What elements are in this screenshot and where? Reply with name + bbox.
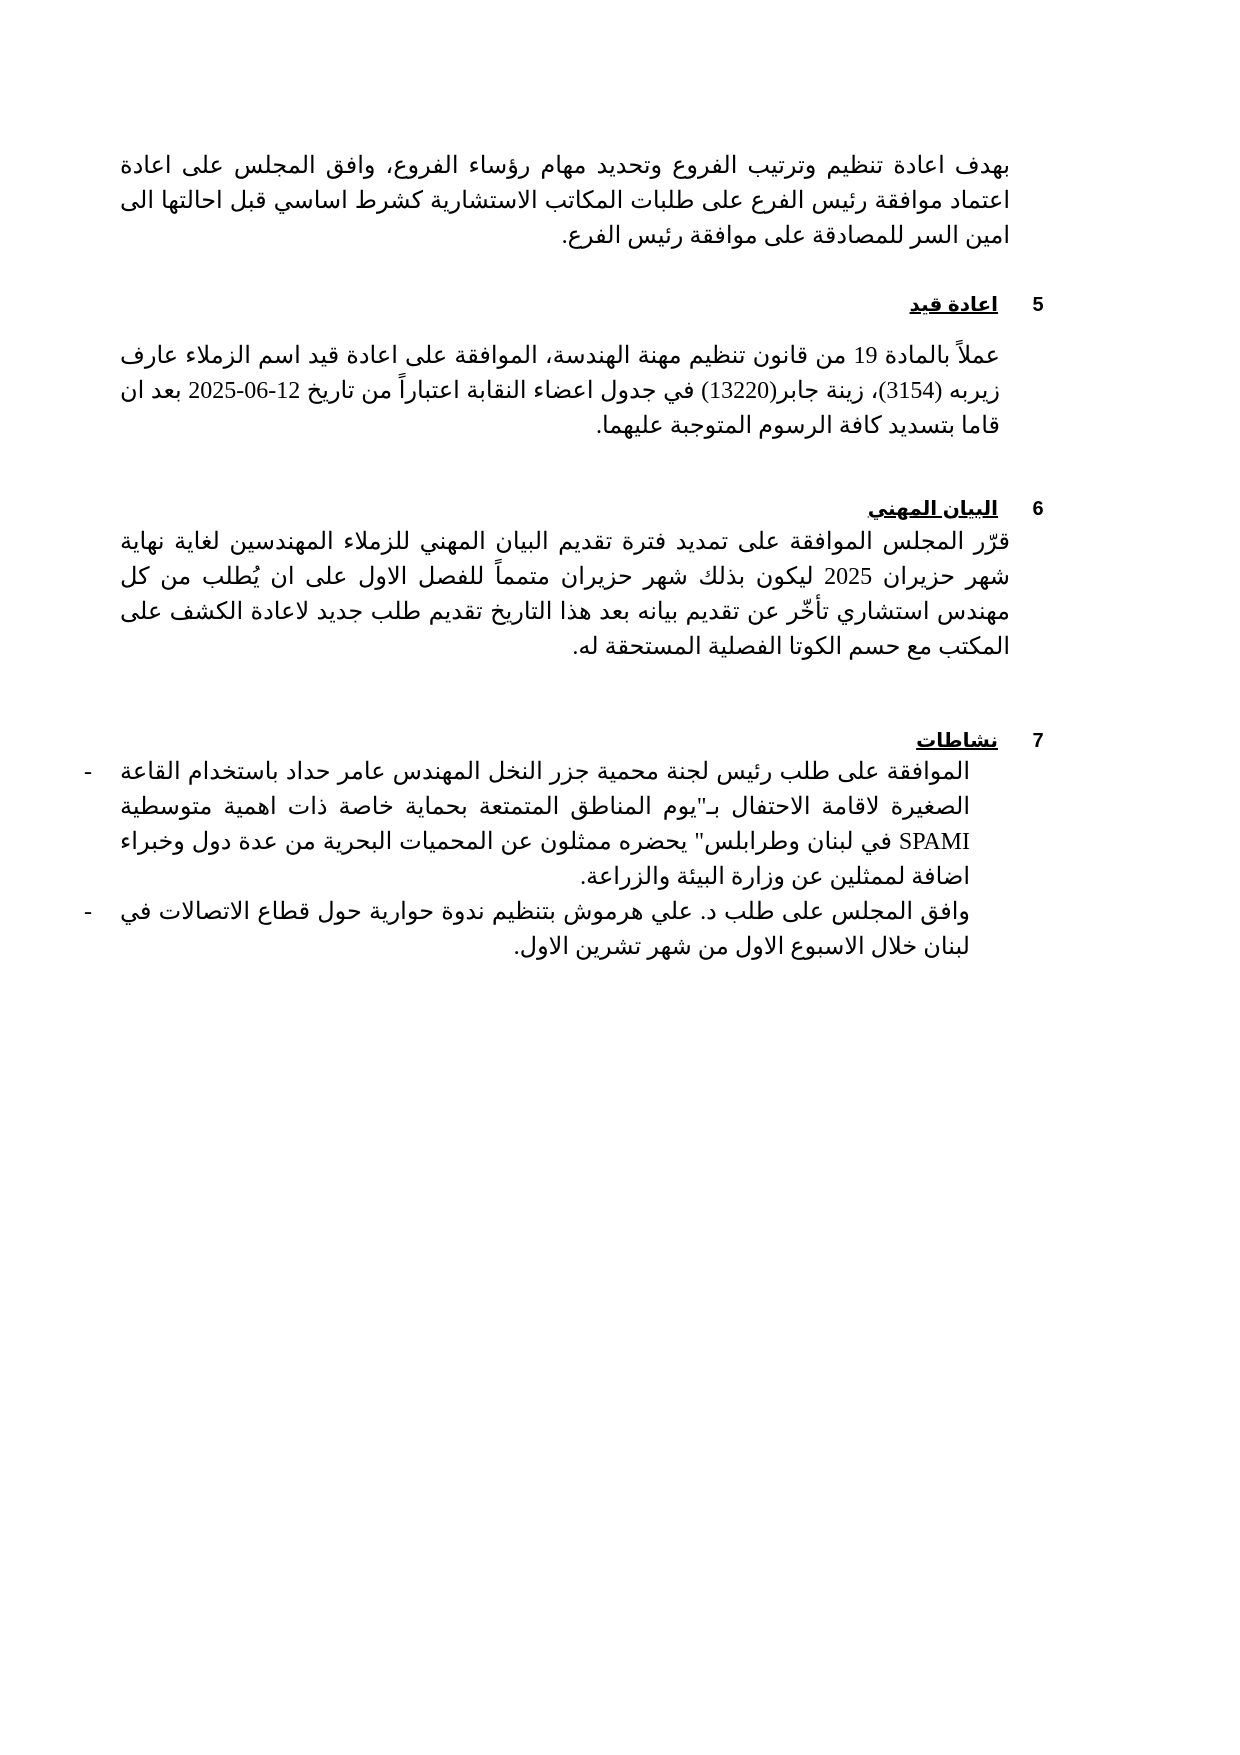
section-number: 6 (1032, 498, 1044, 520)
section-title: نشاطات (916, 730, 998, 752)
section-6-heading (868, 496, 1058, 521)
list-item (84, 755, 1010, 895)
intro-paragraph: بهدف اعادة تنظيم وترتيب الفروع وتحديد مهام رؤساء الفروع، وافق المجلس على اعادة اعتماد موافقة رئيس الفرع على طلبات المكاتب الاستشارية كشرط اساسي قبل احالتها الى امين السر للمصادقة على موافقة رئيس الفرع. (120, 153, 1010, 249)
section-5-heading (910, 292, 1058, 317)
section-title: البيان المهني (867, 498, 998, 520)
bullet-text: وافق المجلس على طلب د. علي هرموش بتنظيم ندوة حوارية حول قطاع الاتصالات في لبنان خلال الاسبوع الاول من شهر تشرين الاول. (120, 899, 970, 960)
bullet-text: الموافقة على طلب رئيس لجنة محمية جزر النخل المهندس عامر حداد باستخدام القاعة الصغيرة لاقامة الاحتفال بـ"يوم المناطق المتمتعة بحماية خاصة ذات اهمية متوسطية SPAMI في لبنان وطرابلس" يحضره ممثلون عن المحميات البحرية من عدة دول وخبراء اضافة لممثلين عن وزارة البيئة والزراعة. (120, 759, 970, 890)
section-5-body: عملاً بالمادة 19 من قانون تنظيم مهنة الهندسة، الموافقة على اعادة قيد اسم الزملاء عارف زيربه (3154)، زينة جابر(13220) في جدول اعضاء النقابة اعتباراً من تاريخ 12-06-2025 بعد ان قاما بتسديد كافة الرسوم المتوجبة عليهما. (120, 343, 1000, 439)
section-7-bullet-list (84, 755, 1010, 965)
section-title: اعادة قيد (909, 294, 998, 316)
section-7-heading (916, 728, 1058, 753)
section-number: 7 (1032, 730, 1044, 752)
bullet-dash: - (84, 899, 92, 925)
section-6-body: قرّر المجلس الموافقة على تمديد فترة تقديم البيان المهني للزملاء المهندسين لغاية نهاية شهر حزيران 2025 ليكون بذلك شهر حزيران متمماً للفصل الاول على ان يُطلب من كل مهندس استشاري تأخّر عن تقديم بيانه بعد هذا التاريخ تقديم طلب جديد لاعادة الكشف على المكتب مع حسم الكوتا الفصلية المستحقة له. (120, 529, 1010, 660)
list-item (84, 895, 1010, 965)
section-number: 5 (1032, 294, 1044, 316)
bullet-dash: - (84, 759, 92, 785)
